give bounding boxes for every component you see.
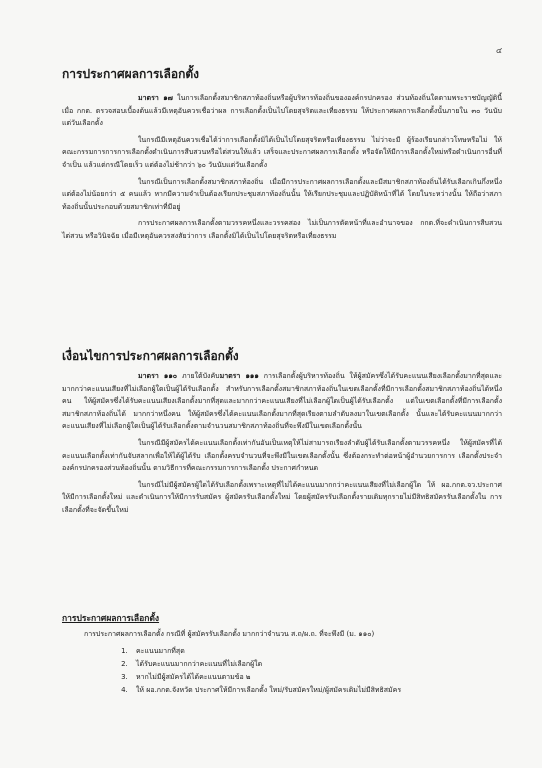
section-ref: มาตรา ๑๑๑ (219, 372, 259, 380)
paragraph (62, 370, 502, 433)
paragraph-text: การเลือกตั้งผู้บริหารท้องถิ่น ให้ผู้สมัครซึ่งได้รับคะแนนเสียงเลือกตั้งมากที่สุดและมากกว่าคะแนนเสียงที่ไม่เลือกผู้ใดเป็นผู้ได้รับเลือกตั้ง สำหรับการเลือกตั้งสมาชิกสภาท้องถิ่นในเขตเลือกตั้งที่มีการเลือกตั้งสมาชิกสภาท้องถิ่นได้หนึ่งคน ให้ผู้สมัครซึ่งได้รับคะแนนเสียงเลือกตั้งมากที่สุดและมากกว่าคะแนนเสียงที่ไม่เลือกผู้ใดเป็นผู้ได้รับเลือกตั้ง แต่ในเขตเลือกตั้งที่มีการเลือกตั้งสมาชิกสภาท้องถิ่นได้ มากกว่าหนึ่งคน ให้ผู้สมัครซึ่งได้คะแนนเลือกตั้งมากที่สุดเรียงตามลำดับลงมาในเขตเลือกตั้ง นั้นและได้รับคะแนนมากกว่าคะแนนเสียงที่ไม่เลือกผู้ใดเป็นผู้ได้รับเลือกตั้งตามจำนวนสมาชิกสภาท้องถิ่นที่จะพึงมีในเขตเลือกตั้งนั้น (62, 372, 502, 431)
paragraph: ในกรณีเป็นการเลือกตั้งสมาชิกสภาท้องถิ่น เมื่อมีการประกาศผลการเลือกตั้งและมีสมาชิกสภาท้องถิ่นได้รับเลือกเกินกึ่งหนึ่งแต่ต้องไม่น้อยกว่า ๕ คนแล้ว หากมีความจำเป็นต้องเรียกประชุมสภาท้องถิ่นนั้น ให้เรียกประชุมและปฏิบัติหน้าที่ได้ โดยในระหว่างนั้น ให้ถือว่าสภาท้องถิ่นนั้นประกอบด้วยสมาชิกเท่าที่มีอยู่ (62, 177, 502, 211)
list-item: 3. หากไม่มีผู้สมัครได้ได้คะแนนตามข้อ ๒ (130, 671, 502, 684)
paragraph: ในกรณีมีเหตุอันควรเชื่อได้ว่าการเลือกตั้งมิได้เป็นไปโดยสุจริตหรือเที่ยงธรรม ไม่ว่าจะมี ผู้ร้องเรียนกล่าวโทษหรือไม่ ให้คณะกรรมการการการเลือกตั้งดำเนินการสืบสวนหรือไต่สวนให้แล้ว เสร็จและประกาศผลการเลือกตั้ง หรือจัดให้มีการเลือกตั้งใหม่หรือดำเนินการอื่นที่จำเป็น แล้วแต่กรณีโดยเร็ว แต่ต้องไม่ช้ากว่า ๖๐ วันนับแต่วันเลือกตั้ง (62, 135, 502, 169)
summary-intro: การประกาศผลการเลือกตั้ง กรณีที่ ผู้สมัครรับเลือกตั้ง มากกว่าจำนวน ส.ถ/ผ.ถ. ที่จะพึงมี (ม. ๑๑๐) (84, 630, 375, 638)
section-heading-announcement: การประกาศผลการเลือกตั้ง (62, 67, 199, 81)
paragraph-text: ภายใต้บังคับ (177, 372, 220, 380)
paragraph (62, 92, 502, 130)
paragraph: ในกรณีไม่มีผู้สมัครผู้ใดได้รับเลือกตั้งเพราะเหตุที่ไม่ได้คะแนนมากกว่าคะแนนเสียงที่ไม่เลือกผู้ใด ให้ ผอ.กกต.จว.ประกาศให้มีการเลือกตั้งใหม่ และดำเนินการให้มีการรับสมัคร ผู้สมัครรับเลือกตั้งใหม่ โดยผู้สมัครรับเลือกตั้งรายเดิมทุกรายไม่มีสิทธิสมัครรับเลือกตั้งใน การเลือกตั้งที่จะจัดขึ้นใหม่ (62, 480, 502, 514)
section-ref: มาตรา ๑๗ (138, 94, 173, 102)
section-body-summary (62, 628, 502, 697)
paragraph: ในกรณีมีผู้สมัครได้คะแนนเลือกตั้งเท่ากันอันเป็นเหตุให้ไม่สามารถเรียงลำดับผู้ได้รับเลือกตั้งตามวรรคหนึ่ง ให้ผู้สมัครที่ได้คะแนนเลือกตั้งเท่ากันจับสลากเพื่อให้ได้ผู้ได้รับ เลือกตั้งครบจำนวนที่จะพึงมีในเขตเลือกตั้งนั้น ซึ่งต้องกระทำต่อหน้าผู้อำนวยการการ เลือกตั้งประจำองค์กรปกครองส่วนท้องถิ่นนั้น ตามวิธีการที่คณะกรรมการการเลือกตั้ง ประกาศกำหนด (62, 438, 502, 473)
section-body-conditions (62, 370, 502, 517)
section-heading-summary: การประกาศผลการเลือกตั้ง (62, 614, 160, 624)
section-heading-conditions: เงื่อนไขการประกาศผลการเลือกตั้ง (62, 349, 239, 363)
section-body-announcement (62, 92, 502, 243)
page-number: ๔ (495, 46, 502, 55)
section-ref: มาตรา ๑๑๐ (138, 372, 178, 380)
paragraph-text: ในการเลือกตั้งสมาชิกสภาท้องถิ่นหรือผู้บริหารท้องถิ่นขององค์กรปกครอง ส่วนท้องถิ่นใดตามพระราชบัญญัตินี้ เมื่อ กกต. ตรวจสอบเบื้องต้นแล้วมีเหตุอันควรเชื่อว่าผล การเลือกตั้งเป็นไปโดยสุจริตและเที่ยงธรรม ให้ประกาศผลการเลือกตั้งนั้นภายใน ๓๐ วันนับแต่วันเลือกตั้ง (62, 94, 502, 128)
paragraph: การประกาศผลการเลือกตั้งตามวรรคหนึ่งและวรรคสอง ไม่เป็นการตัดหน้าที่และอำนาจของ กกต.ที่จะดำเนินการสืบสวน ไต่สวน หรือวินิจฉัย เมื่อมีเหตุอันควรสงสัยว่าการ เลือกตั้งมิได้เป็นไปโดยสุจริตหรือเที่ยงธรรม (62, 219, 502, 240)
summary-list (62, 645, 502, 697)
list-item: 4. ให้ ผอ.กกต.จังหวัด ประกาศให้มีการเลือกตั้ง ใหม่/รับสมัครใหม่/ผู้สมัครเดิมไม่มีสิทธิสมัคร (130, 684, 502, 697)
list-item: 1. คะแนนมากที่สุด (130, 645, 502, 658)
list-item: 2. ได้รับคะแนนมากกว่าคะแนนที่ไม่เลือกผู้ใด (130, 658, 502, 671)
